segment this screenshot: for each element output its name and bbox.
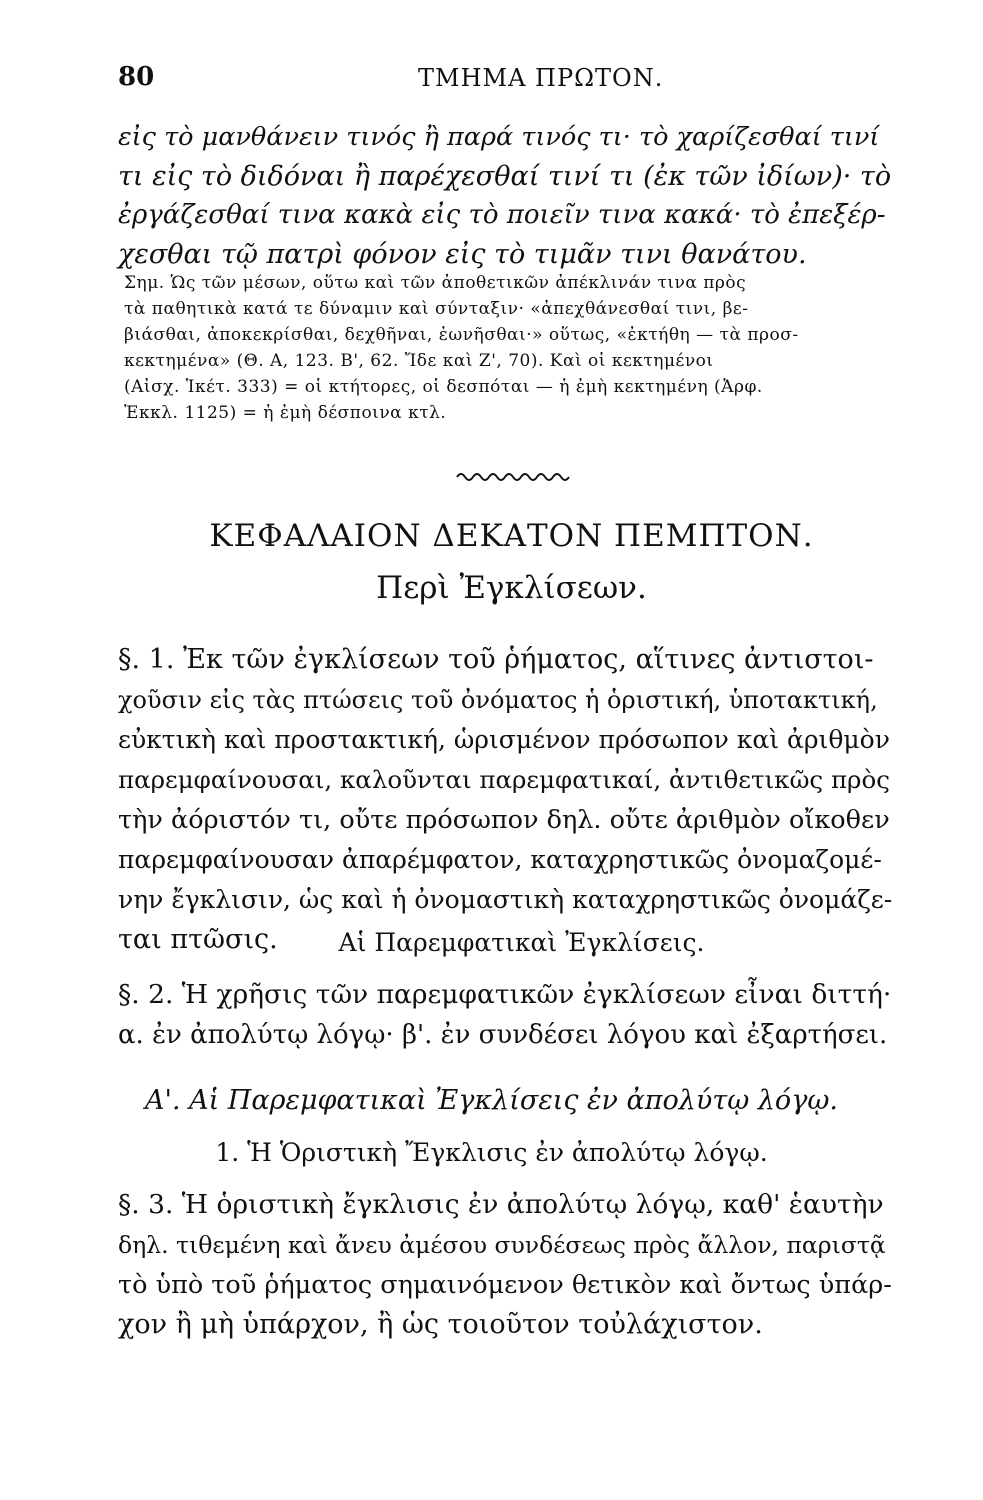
text-line: §. 2. Ἡ χρῆσις τῶν παρεμφατικῶν ἐγκλίσεων εἶναι διττή· [118, 979, 892, 1010]
section-heading-parememfatikai: Αἱ Παρεμφατικαὶ Ἐγκλίσεις. [338, 928, 705, 957]
text-line: §. 1. Ἐκ τῶν ἐγκλίσεων τοῦ ῥήματος, αἵτινες ἀντιστοι- [118, 644, 874, 675]
text-line: α. ἐν ἀπολύτῳ λόγῳ· β'. ἐν συνδέσει λόγου καὶ ἐξαρτήσει. [118, 1020, 888, 1050]
text-line: ται πτῶσις. [118, 924, 278, 955]
note-line: κεκτημένα» (Θ. Α, 123. Β', 62. Ἴδε καὶ Ζ', 70). Καὶ οἱ κεκτημένοι [124, 351, 714, 371]
page-header [118, 62, 888, 102]
text-line: παρεμφαίνουσαν ἀπαρέμφατον, καταχρηστικῶς ὀνομαζομέ- [118, 845, 882, 874]
section-heading-apolyto-logo: Α'. Αἱ Παρεμφατικαὶ Ἐγκλίσεις ἐν ἀπολύτῳ λόγῳ. [145, 1085, 838, 1116]
text-line: χον ἢ μὴ ὑπάρχον, ἢ ὡς τοιοῦτον τοὐλάχιστον. [118, 1309, 763, 1340]
text-line: νην ἔγκλισιν, ὡς καὶ ἡ ὀνομαστικὴ καταχρηστικῶς ὀνομάζε- [118, 885, 893, 914]
text-line: χοῦσιν εἰς τὰς πτώσεις τοῦ ὀνόματος ἡ ὁριστική, ὑποτακτική, [118, 686, 878, 714]
note-line: Σημ. Ὡς τῶν μέσων, οὕτω καὶ τῶν ἀποθετικῶν ἀπέκλινάν τινα πρὸς [124, 273, 747, 293]
page-number: 80 [118, 62, 155, 92]
running-title: ΤΜΗΜΑ ΠΡΩΤΟΝ. [418, 64, 664, 92]
footnote [124, 270, 899, 426]
chapter-title: ΚΕΦΑΛΑΙΟΝ ΔΕΚΑΤΟΝ ΠΕΜΠΤΟΝ. [209, 518, 814, 554]
note-line: (Αἰσχ. Ἱκέτ. 333) = οἱ κτήτορες, οἱ δεσπόται — ἡ ἐμὴ κεκτημένη (Ἀρφ. [124, 377, 763, 397]
text-line: παρεμφαίνουσαι, καλοῦνται παρεμφατικαί, ἀντιθετικῶς πρὸς [118, 765, 890, 794]
section-2-paragraph [118, 975, 893, 1055]
text-line: εἰς τὸ μανθάνειν τινός ἢ παρά τινός τι· τὸ χαρίζεσθαί τινί [118, 122, 880, 152]
text-line: χεσθαι τῷ πατρὶ φόνον εἰς τὸ τιμᾶν τινι θανάτου. [118, 239, 807, 270]
text-line: δηλ. τιθεμένη καὶ ἄνευ ἀμέσου συνδέσεως πρὸς ἄλλον, παριστᾷ [118, 1231, 886, 1259]
chapter-subtitle: Περὶ Ἐγκλίσεων. [376, 570, 647, 606]
note-line: Ἐκκλ. 1125) = ἡ ἐμὴ δέσποινα κτλ. [124, 403, 447, 423]
text-line: ἐργάζεσθαί τινα κακὰ εἰς τὸ ποιεῖν τινα κακά· τὸ ἐπεξέρ- [118, 200, 886, 230]
text-line: §. 3. Ἡ ὁριστικὴ ἔγκλισις ἐν ἀπολύτῳ λόγῳ, καθ' ἑαυτὴν [118, 1189, 884, 1220]
section-heading-oristiki: 1. Ἡ Ὁριστικὴ Ἔγκλισις ἐν ἀπολύτῳ λόγῳ. [215, 1138, 768, 1167]
note-line: βιάσθαι, ἀποκεκρίσθαι, δεχθῆναι, ἐωνῆσθαι·» οὕτως, «ἐκτήθη — τὰ προσ- [124, 325, 799, 345]
intro-paragraph [118, 118, 893, 274]
wavy-ornament-divider [455, 470, 575, 484]
text-line: τι εἰς τὸ διδόναι ἢ παρέχεσθαί τινί τι (ἐκ τῶν ἰδίων)· τὸ [118, 161, 892, 192]
text-line: τὴν ἀόριστόν τι, οὔτε πρόσωπον δηλ. οὔτε ἀριθμὸν οἴκοθεν [118, 805, 890, 835]
section-3-paragraph [118, 1185, 893, 1345]
section-1-paragraph [118, 640, 893, 960]
note-line: τὰ παθητικὰ κατά τε δύναμιν καὶ σύνταξιν· «ἀπεχθάνεσθαί τινι, βε- [124, 299, 749, 319]
text-line: εὐκτικὴ καὶ προστακτική, ὡρισμένον πρόσωπον καὶ ἀριθμὸν [118, 725, 890, 754]
text-line: τὸ ὑπὸ τοῦ ῥήματος σημαινόμενον θετικὸν καὶ ὄντως ὑπάρ- [118, 1270, 892, 1300]
